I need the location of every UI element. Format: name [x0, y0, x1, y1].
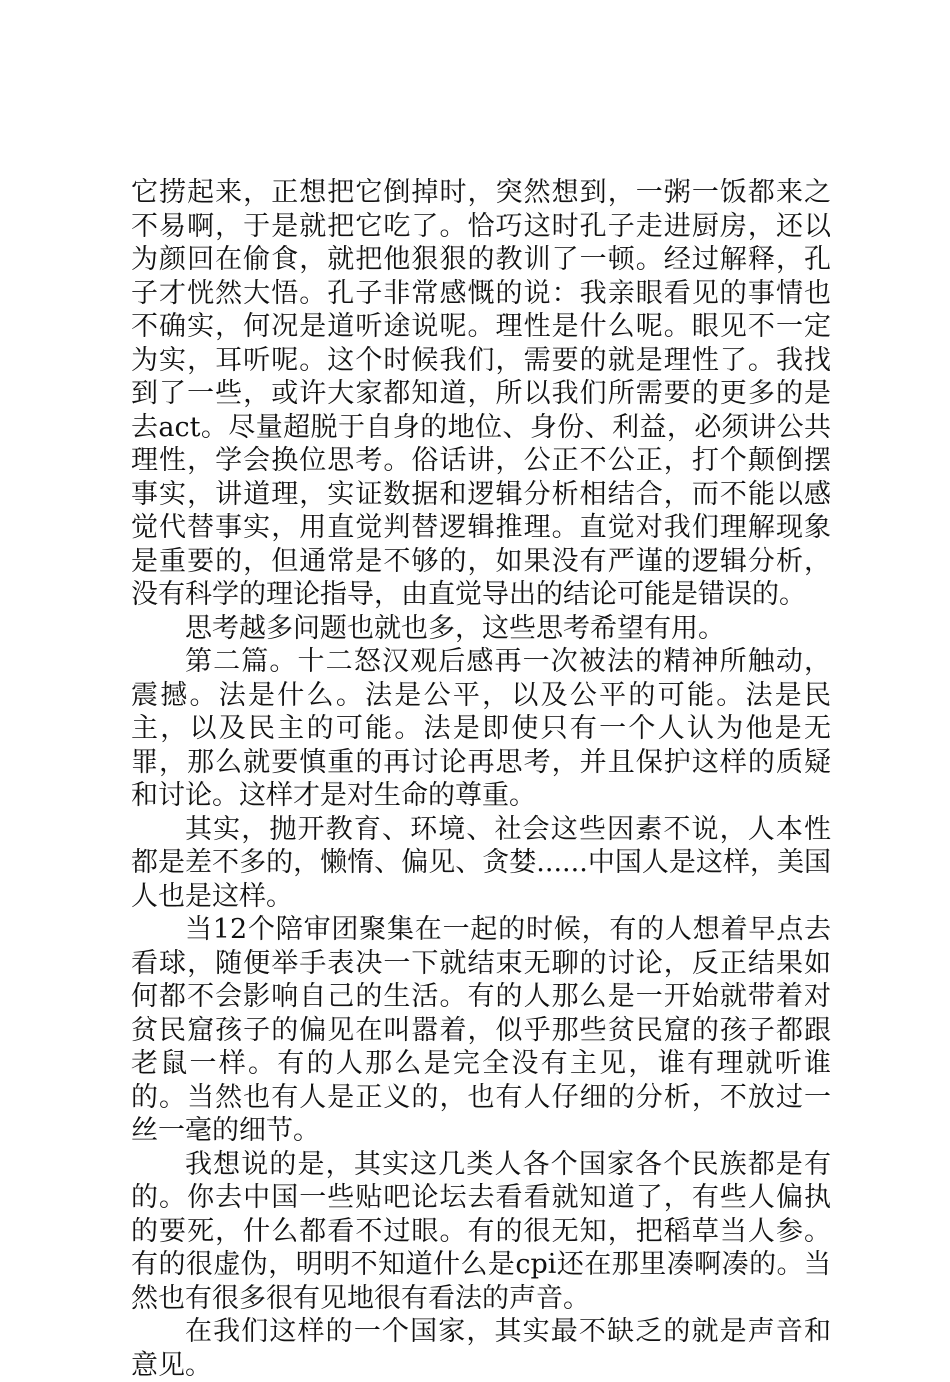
document-body	[131, 176, 831, 1382]
paragraph-6: 我想说的是，其实这几类人各个国家各个民族都是有的。你去中国一些贴吧论坛去看看就知道了，有些人偏执的要死，什么都看不过眼。有的很无知，把稻草当人参。有的很虚伪，明明不知道什么是cpi还在那里凑啊凑的。当然也有很多很有见地很有看法的声音。	[131, 1148, 831, 1314]
paragraph-3: 第二篇。十二怒汉观后感再一次被法的精神所触动，震撼。法是什么。法是公平，以及公平的可能。法是民主，以及民主的可能。法是即使只有一个人认为他是无罪，那么就要慎重的再讨论再思考，并且保护这样的质疑和讨论。这样才是对生命的尊重。	[131, 646, 831, 811]
paragraph-5: 当12个陪审团聚集在一起的时候，有的人想着早点去看球，随便举手表决一下就结束无聊的讨论，反正结果如何都不会影响自己的生活。有的人那么是一开始就带着对贫民窟孩子的偏见在叫嚣着，似乎那些贫民窟的孩子都跟老鼠一样。有的人那么是完全没有主见，谁有理就听谁的。当然也有人是正义的，也有人仔细的分析，不放过一丝一毫的细节。	[131, 914, 831, 1146]
paragraph-1: 它捞起来，正想把它倒掉时，突然想到，一粥一饭都来之不易啊，于是就把它吃了。恰巧这时孔子走进厨房，还以为颜回在偷食，就把他狠狠的教训了一顿。经过解释，孔子才恍然大悟。孔子非常感慨的说：我亲眼看见的事情也不确实，何况是道听途说呢。理性是什么呢。眼见不一定为实，耳听呢。这个时候我们，需要的就是理性了。我找到了一些，或许大家都知道，所以我们所需要的更多的是去act。尽量超脱于自身的地位、身份、利益，必须讲公共理性，学会换位思考。俗话讲，公正不公正，打个颠倒摆事实，讲道理，实证数据和逻辑分析相结合，而不能以感觉代替事实，用直觉判替逻辑推理。直觉对我们理解现象是重要的，但通常是不够的，如果没有严谨的逻辑分析，没有科学的理论指导，由直觉导出的结论可能是错误的。	[131, 177, 831, 610]
paragraph-2: 思考越多问题也就也多，这些思考希望有用。	[185, 612, 725, 644]
paragraph-7: 在我们这样的一个国家，其实最不缺乏的就是声音和意见。	[131, 1316, 831, 1381]
paragraph-4: 其实，抛开教育、环境、社会这些因素不说，人本性都是差不多的，懒惰、偏见、贪婪......中国人是这样，美国人也是这样。	[131, 813, 831, 912]
